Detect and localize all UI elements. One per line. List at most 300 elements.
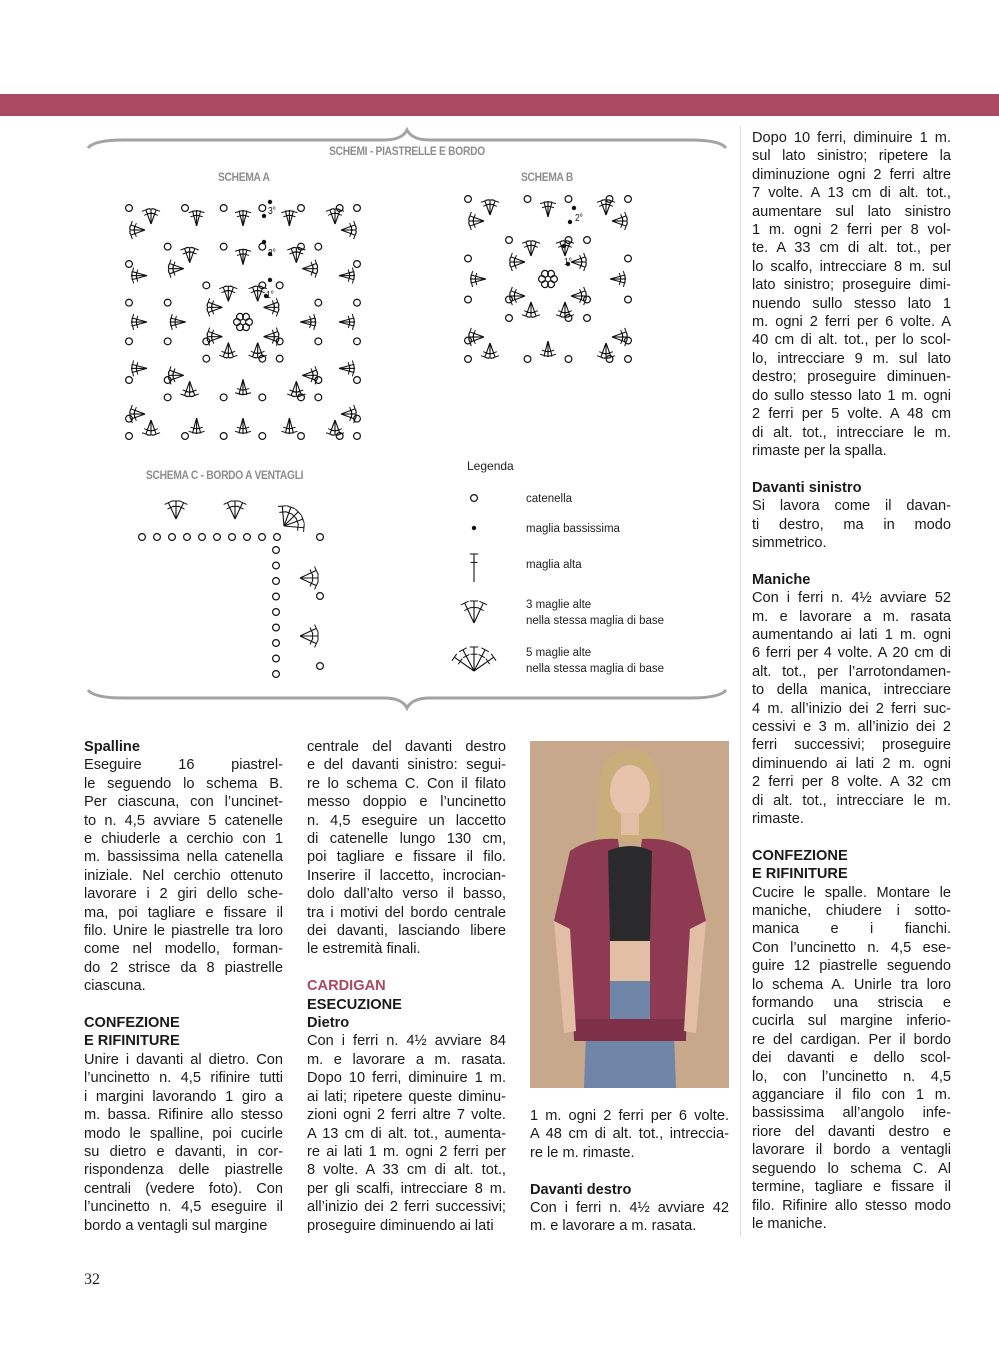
chain-symbol	[506, 315, 513, 322]
chain-symbol	[315, 243, 322, 250]
double-crochet-symbol	[612, 332, 626, 337]
chain-symbol	[273, 547, 280, 554]
double-crochet-symbol	[133, 272, 147, 276]
double-crochet-symbol	[511, 291, 525, 296]
text-line: 4 m. all’inizio dei 2 ferri suc-	[752, 700, 951, 717]
chain-symbol	[354, 299, 361, 306]
double-crochet-symbol	[193, 418, 197, 432]
double-crochet-symbol	[610, 275, 624, 279]
text-line: Con i ferri n. 4½ avviare 52	[752, 590, 951, 607]
chain-symbol	[273, 624, 280, 631]
text-line: lavorare i 2 giri dello sche-	[84, 886, 283, 903]
chain-symbol	[317, 663, 324, 670]
text-line: filo. Unire le piastrelle tra loro	[84, 923, 283, 940]
text-column-4	[752, 129, 951, 1233]
text-line: m. bassa. Rifinire allo stesso	[84, 1107, 283, 1124]
confezione-text-1	[84, 1051, 283, 1235]
chain-symbol	[203, 282, 210, 289]
text-line: di alt. tot., intrecciare le m.	[752, 792, 951, 809]
double-crochet-symbol	[511, 262, 525, 267]
chain-symbol	[244, 534, 251, 541]
double-crochet-symbol	[610, 279, 624, 283]
double-crochet-symbol	[146, 210, 151, 224]
text-line: m. e lavorare a m. rasata.	[530, 1218, 697, 1235]
text-line: i margini lavorando 1 giro a	[84, 1088, 283, 1105]
double-crochet-symbol	[548, 203, 552, 217]
text-line: lato sinistro; proseguire dimi-	[752, 277, 951, 294]
text-line: E RIFINITURE	[84, 1033, 180, 1050]
text-line: CONFEZIONE	[84, 1015, 180, 1032]
chain-symbol	[317, 593, 324, 600]
chain-symbol	[565, 237, 572, 244]
text-line: diminuendo ai lati 2 m. ogni	[752, 755, 951, 772]
chain-symbol	[259, 205, 266, 212]
dietro-text	[307, 1032, 506, 1234]
double-crochet-symbol	[284, 526, 304, 528]
double-crochet-symbol	[197, 212, 201, 226]
chain-symbol	[273, 609, 280, 616]
chain-symbol	[184, 534, 191, 541]
double-crochet-symbol	[291, 381, 296, 395]
chain-symbol	[606, 196, 613, 203]
schema-c-label: SCHEMA C - BORDO A VENTAGLI	[146, 468, 304, 482]
double-crochet-symbol	[190, 249, 195, 263]
heading-cardigan: CARDIGAN	[307, 978, 386, 995]
text-line: centrali (vedere foto). Con	[84, 1180, 283, 1197]
text-line: rispondenza delle piastrelle	[84, 1162, 283, 1179]
double-crochet-symbol	[544, 203, 548, 217]
spalline-text	[84, 756, 283, 995]
double-crochet-symbol	[606, 201, 611, 215]
heading-esecuzione: ESECUZIONE	[307, 996, 402, 1013]
text-line: aumentando ai lati 1 m. ogni	[752, 626, 951, 643]
double-crochet-symbol	[565, 242, 570, 256]
chain-symbol	[298, 205, 305, 212]
text-line: A 13 cm di alt. tot., aumenta-	[307, 1125, 506, 1142]
chain-symbol	[506, 296, 513, 303]
round-label-b1: 1°	[564, 257, 572, 268]
double-crochet-symbol	[300, 322, 314, 326]
chain-symbol	[164, 243, 171, 250]
chain-symbol	[274, 534, 281, 541]
double-crochet-top	[278, 506, 286, 507]
text-line: Dopo 10 ferri, diminuire 1 m.	[752, 130, 951, 146]
heading-spalline: Spalline	[84, 739, 140, 755]
chain-symbol	[220, 394, 227, 401]
double-crochet-symbol	[296, 249, 301, 263]
schema-a-label: SCHEMA A	[218, 170, 270, 184]
double-crochet-symbol	[258, 287, 263, 301]
text-line: tra i motivi del bordo centrale	[307, 904, 506, 921]
text-column-2	[307, 738, 506, 1235]
text-line: riore del davanti destro e	[752, 1123, 951, 1140]
chain-symbol	[220, 433, 227, 440]
text-line: ai lati; ripetere queste diminu-	[307, 1088, 506, 1105]
text-line: guire 12 piastrelle seguendo	[752, 958, 951, 975]
legend-double-crochet-label: maglia alta	[526, 559, 582, 571]
double-crochet-symbol	[296, 381, 301, 395]
chain-symbol	[126, 299, 133, 306]
double-crochet-top	[481, 648, 488, 652]
legend-title: Legenda	[467, 459, 514, 473]
page-number: 32	[84, 1271, 100, 1288]
text-line: maniche, chiudere i sotto-	[752, 903, 951, 920]
double-crochet-symbol	[171, 318, 185, 322]
slip-stitch-symbol	[562, 244, 566, 248]
double-crochet-symbol	[606, 343, 611, 357]
text-line: re ai lati 1 m. ogni 2 ferri per	[307, 1143, 506, 1160]
round-label-b2: 2°	[575, 213, 583, 224]
chain-symbol	[220, 205, 227, 212]
legend-slip-stitch-label: maglia bassissima	[526, 523, 620, 535]
chain-symbol	[625, 255, 632, 262]
chain-symbol	[625, 337, 632, 344]
text-line: to della manica, intrecciare	[752, 682, 951, 699]
double-crochet-symbol	[511, 257, 525, 262]
chain-symbol	[273, 562, 280, 569]
double-crochet-symbol	[601, 343, 606, 357]
double-crochet-symbol	[472, 275, 486, 279]
text-line: Si lavora come il davan-	[752, 498, 951, 515]
text-line: 1 m. ogni 2 ferri per 8 vol-	[752, 222, 951, 239]
double-crochet-top	[452, 654, 457, 661]
chain-symbol	[625, 356, 632, 363]
text-line: nuendo sullo stesso lato 1	[752, 295, 951, 312]
text-line: zioni ogni 2 ferri altre 7 volte.	[307, 1107, 506, 1124]
double-crochet-symbol	[208, 307, 222, 312]
double-crochet-symbol	[239, 379, 243, 393]
chain-symbol	[259, 394, 266, 401]
double-crochet-symbol	[470, 337, 484, 342]
chain-symbol	[182, 433, 189, 440]
text-line: m. e lavorare a m. rasata.	[307, 1051, 506, 1068]
double-crochet-symbol	[151, 420, 156, 434]
double-crochet-symbol	[339, 318, 353, 322]
double-crochet-symbol	[465, 603, 474, 623]
double-crochet-symbol	[341, 414, 355, 419]
double-crochet-symbol	[235, 503, 243, 519]
double-crochet-symbol	[133, 318, 147, 322]
double-crochet-symbol	[264, 332, 278, 337]
slip-stitch-symbol	[268, 278, 272, 282]
chain-symbol	[276, 282, 283, 289]
double-crochet-symbol	[197, 418, 201, 432]
heading-davanti-sinistro: Davanti sinistro	[752, 479, 862, 496]
heading-dietro: Dietro	[307, 1015, 350, 1032]
text-line: Dopo 10 ferri, diminuire 1 m.	[307, 1070, 506, 1087]
chain-symbol	[565, 196, 572, 203]
double-crochet-symbol	[170, 375, 184, 380]
text-line: ferri successivi; proseguire	[752, 737, 951, 754]
legend-3dc-label: 3 maglie alte	[526, 599, 592, 611]
double-crochet-symbol	[133, 322, 147, 326]
chain-symbol	[259, 433, 266, 440]
chain-symbol	[354, 433, 361, 440]
double-crochet-symbol	[330, 420, 335, 434]
chain-symbol	[315, 299, 322, 306]
chain-symbol	[273, 640, 280, 647]
text-column-3	[530, 1107, 729, 1236]
double-crochet-symbol	[193, 212, 197, 226]
slip-stitch-symbol	[472, 526, 476, 530]
text-line: bordo a ventagli sul margine	[84, 1217, 268, 1234]
slip-stitch-symbol	[568, 220, 572, 224]
column-divider	[740, 126, 741, 1236]
text-line: E RIFINITURE	[752, 866, 848, 883]
text-line: di alt. tot., intrecciare le m.	[752, 424, 951, 441]
double-crochet-symbol	[291, 249, 296, 263]
chain-symbol	[625, 196, 632, 203]
double-crochet-symbol	[289, 418, 293, 432]
chain-symbol	[126, 338, 133, 345]
double-crochet-symbol	[170, 264, 184, 269]
double-crochet-symbol	[341, 230, 355, 235]
text-line: Con i ferri n. 4½ avviare 84	[307, 1033, 506, 1050]
text-line: 1 m. ogni 2 ferri per 6 volte.	[530, 1108, 729, 1124]
double-crochet-symbol	[253, 287, 258, 301]
chain-symbol	[565, 315, 572, 322]
double-crochet-symbol	[243, 212, 247, 226]
double-crochet-symbol	[133, 365, 147, 369]
double-crochet-symbol	[131, 225, 145, 230]
double-crochet-symbol	[601, 201, 606, 215]
text-line: Unire i davanti al dietro. Con	[84, 1051, 283, 1068]
double-crochet-symbol	[133, 276, 147, 280]
heading-confezione-1	[84, 1014, 283, 1051]
chain-symbol	[220, 243, 227, 250]
text-line: aumentare sul lato sinistro	[752, 203, 951, 220]
text-line: ma, poi tagliare e fissare il	[84, 904, 283, 921]
double-crochet-symbol	[286, 418, 290, 432]
text-line: n. 4,5 eseguire un laccetto	[307, 812, 506, 829]
double-crochet-symbol	[131, 414, 145, 419]
double-crochet-symbol	[185, 381, 190, 395]
double-crochet-symbol	[300, 318, 314, 322]
double-crochet-symbol	[223, 287, 228, 301]
chain-symbol	[164, 394, 171, 401]
double-crochet-symbol	[258, 343, 263, 357]
chain-symbol	[273, 578, 280, 585]
double-crochet-symbol	[131, 230, 145, 235]
double-crochet-symbol	[286, 212, 290, 226]
double-crochet-symbol	[511, 296, 525, 301]
legend-chain-symbol	[471, 495, 478, 502]
double-crochet-symbol	[335, 420, 340, 434]
text-line: 6 ferri per 4 volte. A 20 cm di	[752, 645, 951, 662]
text-line: rimaste.	[752, 811, 804, 827]
chain-symbol	[126, 433, 133, 440]
text-line: bassissima all’angolo infe-	[752, 1105, 951, 1122]
text-line: e chiuderle a cerchio con 1	[84, 831, 283, 848]
text-line: filo. Rifinire allo stesso modo	[752, 1197, 951, 1214]
chain-symbol	[126, 261, 133, 268]
heading-davanti-destro: Davanti destro	[530, 1181, 632, 1198]
double-crochet-symbol	[208, 302, 222, 307]
text-line: diminuzione ogni 2 ferri altre	[752, 166, 951, 183]
text-line: lo, intrecciare 9 m. sul lato	[752, 350, 951, 367]
text-line: re del cardigan. Per il bordo	[752, 1031, 951, 1048]
text-line: cessivi e 3 m. all’inizio dei 2	[752, 718, 951, 735]
chain-symbol	[584, 296, 591, 303]
text-line: Inserire il laccetto, incrocian-	[307, 867, 506, 884]
text-line: messo doppio e l’uncinetto	[307, 794, 506, 811]
double-crochet-symbol	[253, 343, 258, 357]
double-crochet-symbol	[168, 503, 176, 519]
text-line: CONFEZIONE	[752, 847, 848, 864]
chain-symbol	[465, 337, 472, 344]
double-crochet-bar	[458, 658, 462, 664]
slip-stitch-symbol	[572, 206, 576, 210]
double-crochet-symbol	[190, 381, 195, 395]
text-line: simmetrico.	[752, 534, 827, 551]
chain-symbol	[203, 355, 210, 362]
double-crochet-symbol	[612, 216, 626, 221]
text-line: lavorare il bordo a ventagli	[752, 1142, 951, 1159]
text-line: per gli scalfi, intrecciare 8 m.	[307, 1180, 506, 1197]
chain-symbol	[315, 394, 322, 401]
double-crochet-symbol	[243, 250, 247, 264]
double-crochet-symbol	[300, 628, 316, 636]
text-line: 7 volte. A 13 cm di alt. tot.,	[752, 185, 951, 202]
legend-3dc-label-2: nella stessa maglia di base	[526, 615, 665, 627]
text-line: Eseguire 16 piastrel-	[84, 757, 283, 774]
double-crochet-symbol	[612, 337, 626, 342]
double-crochet-top	[491, 654, 496, 661]
double-crochet-symbol	[565, 302, 570, 316]
double-crochet-symbol	[474, 603, 483, 623]
double-crochet-symbol	[228, 343, 233, 357]
text-column-1	[84, 738, 283, 1235]
text-line: iniziale. Nel cerchio ottenuto	[84, 867, 283, 884]
double-crochet-symbol	[339, 272, 353, 276]
double-crochet-symbol	[227, 503, 235, 519]
double-crochet-symbol	[239, 212, 243, 226]
legend-chain-label: catenella	[526, 493, 573, 505]
text-line: dei davanti, lasciando libere	[307, 923, 506, 940]
text-line: all’inizio dei 2 ferri successivi;	[307, 1199, 506, 1216]
text-line: lo, con l’uncinetto n. 4,5	[752, 1068, 951, 1085]
double-crochet-symbol	[264, 307, 278, 312]
double-crochet-symbol	[239, 250, 243, 264]
chain-symbol	[354, 261, 361, 268]
text-line: dei davanti e dello scol-	[752, 1050, 951, 1067]
dietro-continued	[530, 1107, 729, 1162]
round-label-a1: 1°	[266, 290, 274, 301]
double-crochet-symbol	[300, 570, 316, 578]
chain-symbol	[354, 377, 361, 384]
text-line: modo le spalline, poi cucirle	[84, 1125, 283, 1142]
heading-maniche: Maniche	[752, 571, 811, 588]
chain-symbol	[584, 237, 591, 244]
text-line: destro; proseguire diminuen-	[752, 369, 951, 386]
model-photo-illustration	[530, 741, 729, 1088]
text-line: ti destro, ma in modo	[752, 516, 951, 533]
davanti-destro-continued	[752, 129, 951, 460]
double-crochet-symbol	[548, 341, 552, 355]
confezione-text-2	[752, 884, 951, 1234]
text-line: ciascuna.	[84, 978, 146, 995]
double-crochet-symbol	[490, 201, 495, 215]
double-crochet-symbol	[302, 264, 316, 269]
double-crochet-symbol	[302, 269, 316, 274]
text-line: e del davanti sinistro: segui-	[307, 757, 506, 774]
double-crochet-symbol	[571, 291, 585, 296]
double-crochet-symbol	[171, 322, 185, 326]
chain-symbol	[154, 534, 161, 541]
text-line: dolo dall’alto verso il basso,	[307, 886, 506, 903]
schema-b-label: SCHEMA B	[521, 170, 573, 184]
chain-symbol	[584, 315, 591, 322]
double-crochet-symbol	[170, 370, 184, 375]
text-line: termine, tagliare e fissare il	[752, 1179, 951, 1196]
double-crochet-symbol	[330, 210, 335, 224]
chain-symbol	[273, 593, 280, 600]
chain-symbol	[273, 671, 280, 678]
text-line: manica e i fianchi.	[752, 921, 951, 938]
text-line: agganciare il filo con 1 m.	[752, 1087, 951, 1104]
double-crochet-symbol	[463, 650, 474, 671]
double-crochet-symbol	[133, 368, 147, 372]
chain-symbol	[229, 534, 236, 541]
double-crochet-symbol	[526, 242, 531, 256]
chain-symbol	[214, 534, 221, 541]
double-crochet-symbol	[454, 657, 474, 671]
double-crochet-symbol	[243, 379, 247, 393]
double-crochet-symbol	[341, 225, 355, 230]
double-crochet-symbol	[485, 201, 490, 215]
double-crochet-top	[459, 648, 466, 652]
text-line: do 2 strisce da 8 piastrelle	[84, 959, 283, 976]
davanti-destro-text	[530, 1199, 729, 1236]
double-crochet-symbol	[560, 302, 565, 316]
legend-5dc-label-2: nella stessa maglia di base	[526, 663, 665, 675]
chain-symbol	[139, 534, 146, 541]
text-line: m. bassissima nella catenella	[84, 849, 283, 866]
double-crochet-symbol	[474, 650, 485, 671]
maniche-text	[752, 589, 951, 828]
chain-symbol	[164, 338, 171, 345]
chain-symbol	[298, 433, 305, 440]
text-line: 40 cm di alt. tot., per lo scol-	[752, 332, 951, 349]
double-crochet-symbol	[531, 242, 536, 256]
slip-stitch-symbol	[262, 214, 266, 218]
double-crochet-symbol	[470, 221, 484, 226]
text-line: Con i ferri n. 4½ avviare 42	[530, 1200, 729, 1217]
double-crochet-symbol	[612, 221, 626, 226]
double-crochet-symbol	[302, 375, 316, 380]
chain-symbol	[276, 355, 283, 362]
text-line: m. ogni 2 ferri per 6 volte. A	[752, 314, 951, 331]
text-line: rimaste per la spalla.	[752, 442, 887, 459]
double-crochet-symbol	[571, 296, 585, 301]
text-line: le estremità finali.	[307, 941, 421, 958]
double-crochet-symbol	[341, 409, 355, 414]
round-label-a2: 2°	[268, 248, 276, 259]
double-crochet-bar	[279, 512, 286, 513]
chain-symbol	[315, 338, 322, 345]
text-line: alt. tot., per l’arrotondamen-	[752, 663, 951, 680]
text-line: re le m. rimaste.	[530, 1144, 635, 1161]
double-crochet-symbol	[302, 370, 316, 375]
chain-symbol	[565, 356, 572, 363]
double-crochet-symbol	[264, 302, 278, 307]
double-crochet-symbol	[339, 365, 353, 369]
chain-symbol	[126, 377, 133, 384]
chain-symbol	[465, 356, 472, 363]
text-line: poi tagliare e fissare il filo.	[307, 849, 506, 866]
text-line: lo schema A. Unirle tra loro	[752, 976, 951, 993]
heading-confezione-2	[752, 847, 951, 884]
